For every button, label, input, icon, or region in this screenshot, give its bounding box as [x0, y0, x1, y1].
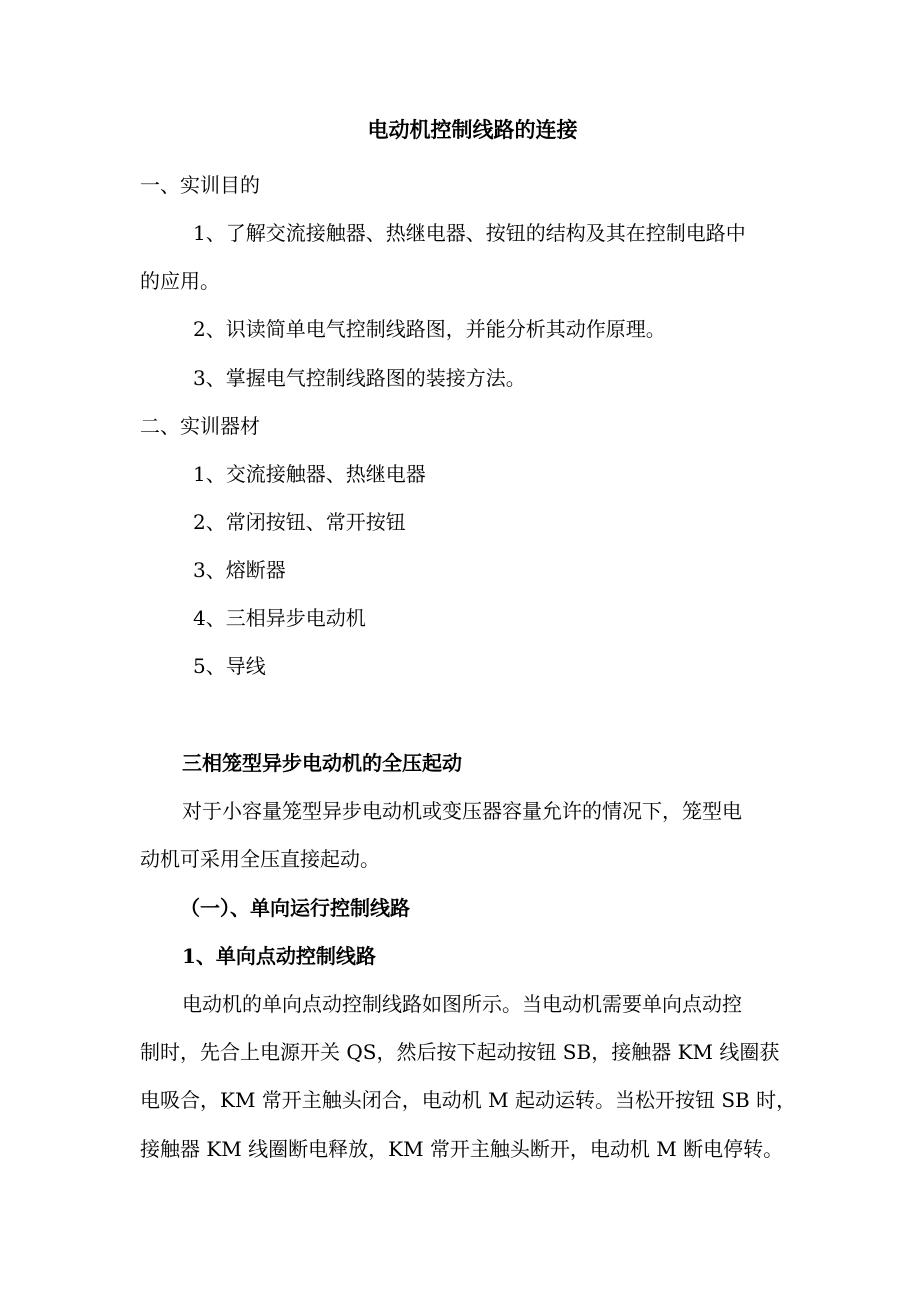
- subsection-heading-unidirectional: （一）、单向运行控制线路: [180, 896, 410, 920]
- body-line-2: 制时，先合上电源开关 QS，然后按下起动按钮 SB，接触器 KM 线圈获: [140, 1040, 780, 1064]
- section-heading-objectives: 一、实训目的: [140, 173, 260, 197]
- objective-item-1-line-1: 1、了解交流接触器、热继电器、按钮的结构及其在控制电路中: [193, 221, 746, 245]
- objective-item-2: 2、识读简单电气控制线路图，并能分析其动作原理。: [193, 317, 666, 341]
- equipment-item-3: 3、熔断器: [193, 558, 286, 582]
- objective-item-1-line-2: 的应用。: [140, 269, 220, 293]
- intro-paragraph-line-2: 动机可采用全压直接起动。: [140, 847, 380, 871]
- body-line-1: 电动机的单向点动控制线路如图所示。当电动机需要单向点动控: [182, 992, 742, 1016]
- body-line-4: 接触器 KM 线圈断电释放，KM 常开主触头断开，电动机 M 断电停转。: [140, 1137, 784, 1161]
- equipment-item-4: 4、三相异步电动机: [193, 606, 366, 630]
- equipment-item-5: 5、导线: [193, 654, 266, 678]
- equipment-item-1: 1、交流接触器、热继电器: [193, 462, 426, 486]
- section-heading-full-voltage-start: 三相笼型异步电动机的全压起动: [182, 751, 462, 775]
- objective-item-3: 3、掌握电气控制线路图的装接方法。: [193, 366, 526, 390]
- intro-paragraph-line-1: 对于小容量笼型异步电动机或变压器容量允许的情况下，笼型电: [182, 799, 742, 823]
- document-title: 电动机控制线路的连接: [367, 117, 578, 142]
- equipment-item-2: 2、常闭按钮、常开按钮: [193, 510, 406, 534]
- body-line-3: 电吸合，KM 常开主触头闭合，电动机 M 起动运转。当松开按钮 SB 时，: [140, 1088, 797, 1112]
- section-heading-equipment: 二、实训器材: [140, 414, 260, 438]
- subsubsection-heading-jog-control: 1、单向点动控制线路: [182, 944, 376, 968]
